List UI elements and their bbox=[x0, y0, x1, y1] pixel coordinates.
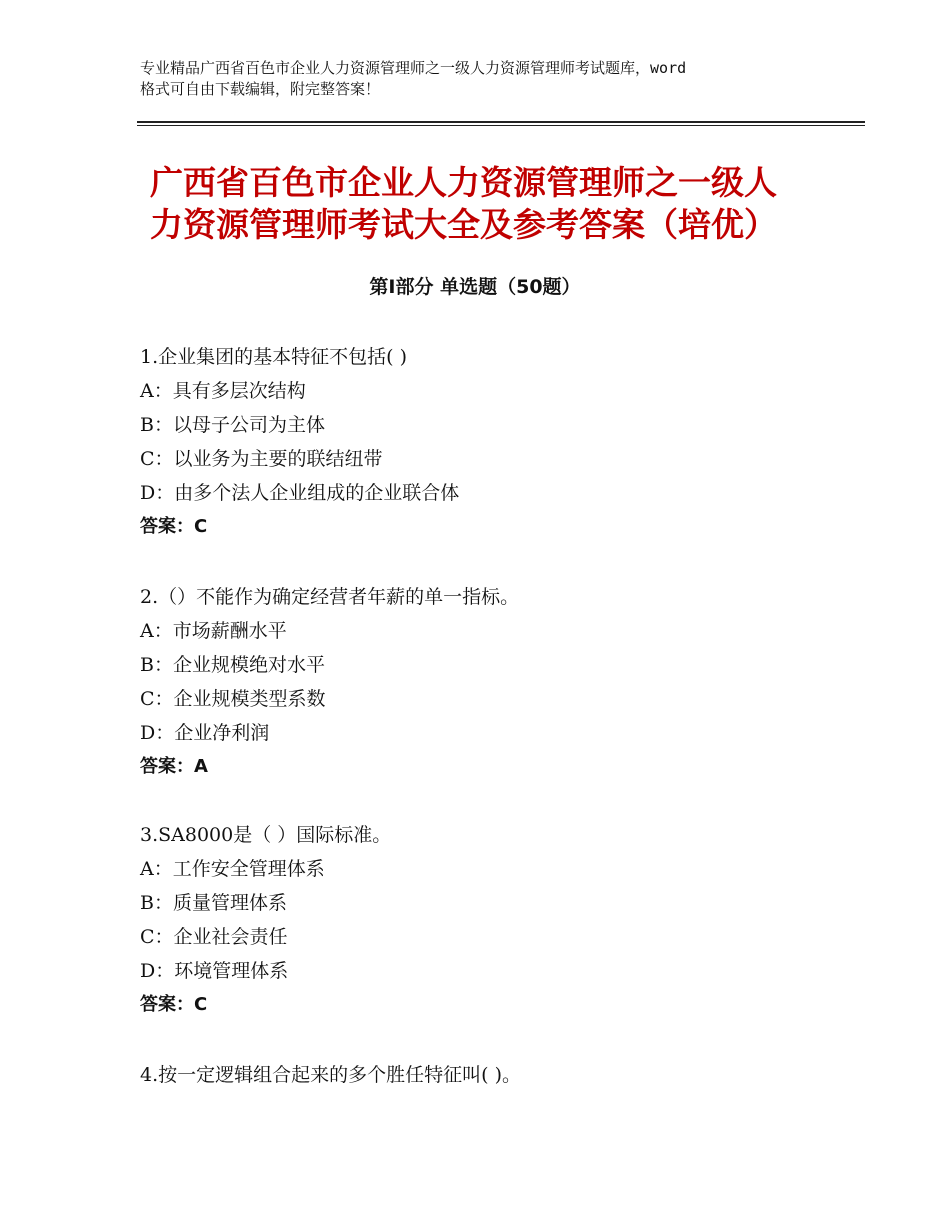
question-stem: 3.SA8000是（ ）国际标准。 bbox=[140, 824, 392, 846]
question-4 bbox=[140, 1058, 840, 1092]
option-b: B：企业规模绝对水平 bbox=[140, 654, 325, 676]
header-note-line: 格式可自由下载编辑，附完整答案！ bbox=[140, 80, 381, 98]
header-note-line: 专业精品广西省百色市企业人力资源管理师之一级人力资源管理师考试题库，word bbox=[140, 59, 687, 77]
question-stem: 2.（）不能作为确定经营者年薪的单一指标。 bbox=[140, 586, 520, 608]
option-d: D：环境管理体系 bbox=[140, 960, 289, 982]
document-title-line: 力资源管理师考试大全及参考答案（培优） bbox=[150, 205, 777, 244]
document-title bbox=[150, 162, 830, 246]
option-c: C：企业规模类型系数 bbox=[140, 688, 326, 710]
option-a: A：具有多层次结构 bbox=[140, 380, 306, 402]
document-title-line: 广西省百色市企业人力资源管理师之一级人 bbox=[150, 163, 777, 202]
header-divider-thin bbox=[137, 125, 865, 126]
option-b: B：质量管理体系 bbox=[140, 892, 287, 914]
question-3 bbox=[140, 818, 840, 1022]
option-b: B：以母子公司为主体 bbox=[140, 414, 325, 436]
question-2 bbox=[140, 580, 840, 784]
question-stem: 1.企业集团的基本特征不包括( ) bbox=[140, 346, 407, 368]
header-divider-thick bbox=[137, 121, 865, 123]
option-d: D：由多个法人企业组成的企业联合体 bbox=[140, 482, 460, 504]
option-c: C：企业社会责任 bbox=[140, 926, 288, 948]
option-a: A：工作安全管理体系 bbox=[140, 858, 325, 880]
question-1 bbox=[140, 340, 840, 544]
option-d: D：企业净利润 bbox=[140, 722, 270, 744]
header-note bbox=[140, 58, 830, 100]
option-c: C：以业务为主要的联结纽带 bbox=[140, 448, 383, 470]
answer: 答案：C bbox=[140, 994, 208, 1015]
section-title: 第Ⅰ部分 单选题（50题） bbox=[369, 276, 581, 298]
option-a: A：市场薪酬水平 bbox=[140, 620, 287, 642]
answer: 答案：C bbox=[140, 516, 208, 537]
question-stem: 4.按一定逻辑组合起来的多个胜任特征叫( )。 bbox=[140, 1064, 521, 1086]
answer: 答案：A bbox=[140, 756, 208, 777]
